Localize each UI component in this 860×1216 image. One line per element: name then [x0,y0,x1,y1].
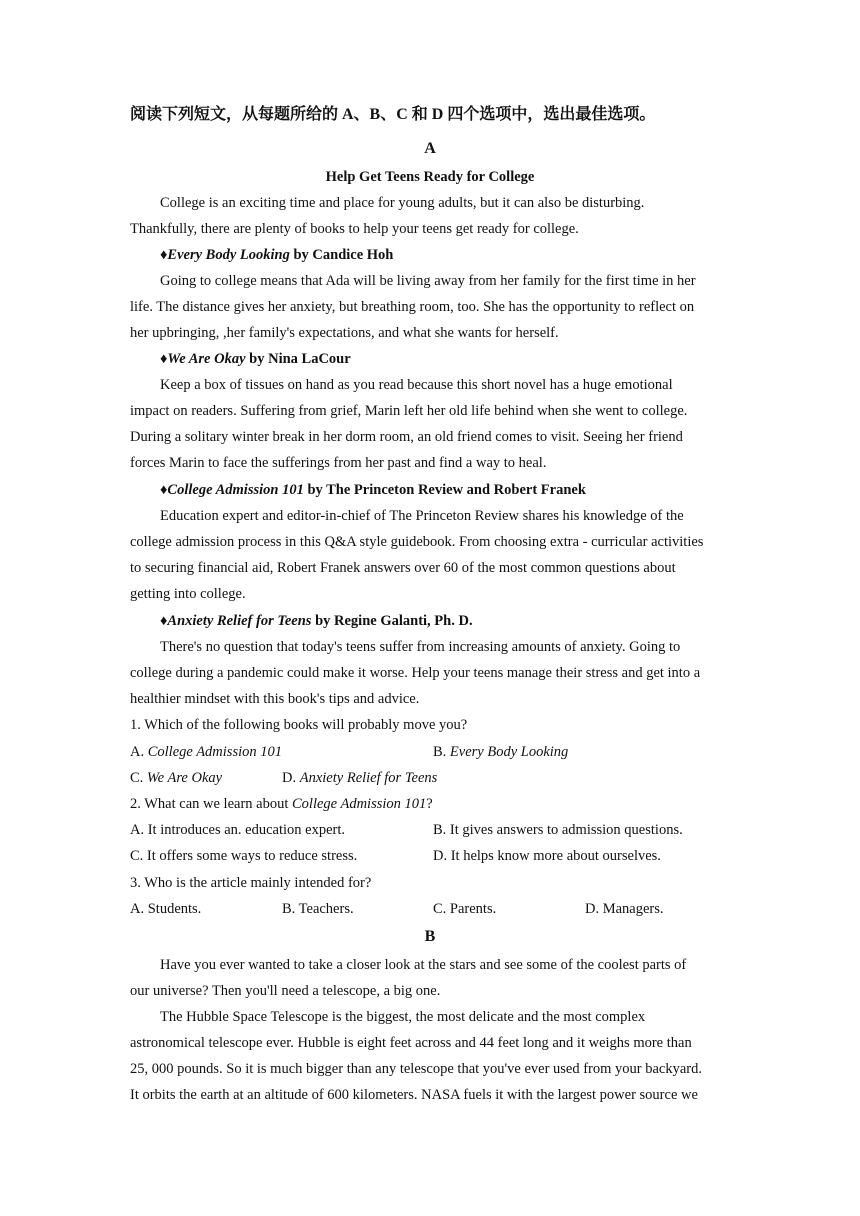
intro-line: College is an exciting time and place for young adults, but it can also be disturbing. [160,195,645,211]
bullet-icon: ♦ [160,351,168,367]
book-heading [160,350,351,368]
book-byline: by Candice Hoh [289,247,394,263]
passage-b-line: It orbits the earth at an altitude of 600 kilometers. NASA fuels it with the largest power source we [130,1087,698,1103]
passage-b-line: The Hubble Space Telescope is the biggest, the most delicate and the most complex [160,1009,646,1025]
passage-b-line: our universe? Then you'll need a telescope, a big one. [130,983,441,999]
book-title: College Admission 101 [167,482,304,498]
book-text-line: college admission process in this Q&A style guidebook. From choosing extra - curricular activities [130,534,704,550]
bullet-icon: ♦ [160,247,168,263]
book-text-line: forces Marin to face the sufferings from her past and find a way to heal. [130,455,547,471]
book-text-line: to securing financial aid, Robert Franek answers over 60 of the most common questions about [130,560,676,576]
book-text-line: Going to college means that Ada will be living away from her family for the first time in her [160,273,696,289]
option-b: B. It gives answers to admission questions. [433,822,683,838]
book-text-line: Education expert and editor-in-chief of The Princeton Review shares his knowledge of the [160,508,684,524]
book-byline: by The Princeton Review and Robert Franek [303,482,586,498]
passage-b-line: astronomical telescope ever. Hubble is eight feet across and 44 feet long and it weighs more than [130,1035,692,1051]
book-text-line: life. The distance gives her anxiety, but breathing room, too. She has the opportunity to reflect on [130,299,695,315]
bullet-icon: ♦ [160,613,168,629]
question-stem: 2. What can we learn about College Admission 101? [130,796,433,812]
book-text-line: college during a pandemic could make it worse. Help your teens manage their stress and get into a [130,665,701,681]
book-heading [160,246,393,264]
intro-line: Thankfully, there are plenty of books to help your teens get ready for college. [130,221,579,237]
question-stem: 3. Who is the article mainly intended for? [130,875,372,891]
option-a: A. College Admission 101 [130,744,282,760]
option-d: D. Anxiety Relief for Teens [282,770,438,786]
passage-b-label: B [424,928,436,945]
option-b: B. Every Body Looking [433,744,569,760]
book-title: We Are Okay [167,351,246,367]
option-d: D. It helps know more about ourselves. [433,848,661,864]
option-d: D. Managers. [585,901,664,917]
book-title: Every Body Looking [167,247,290,263]
book-text-line: Keep a box of tissues on hand as you read because this short novel has a huge emotional [160,377,673,393]
book-text-line: impact on readers. Suffering from grief, Marin left her old life behind when she went to college. [130,403,688,419]
option-c: C. We Are Okay [130,770,223,786]
instruction-heading: 阅读下列短文，从每题所给的 A、B、C 和 D 四个选项中，选出最佳选项。 [130,106,656,123]
book-byline: by Nina LaCour [245,351,351,367]
book-text-line: getting into college. [130,586,246,602]
book-title: Anxiety Relief for Teens [167,613,312,629]
question-stem: 1. Which of the following books will probably move you? [130,717,468,733]
book-heading [160,481,586,499]
book-byline: by Regine Galanti, Ph. D. [311,613,473,629]
option-a: A. Students. [130,901,202,917]
option-a: A. It introduces an. education expert. [130,822,346,838]
book-text-line: her upbringing, ,her family's expectations, and what she wants for herself. [130,325,559,341]
option-c: C. It offers some ways to reduce stress. [130,848,358,864]
passage-b-line: Have you ever wanted to take a closer look at the stars and see some of the coolest parts of [160,957,687,973]
option-c: C. Parents. [433,901,497,917]
passage-a-label: A [424,140,436,157]
book-text-line: healthier mindset with this book's tips and advice. [130,691,420,707]
passage-a-title: Help Get Teens Ready for College [325,169,535,185]
option-b: B. Teachers. [282,901,354,917]
passage-b-line: 25, 000 pounds. So it is much bigger than any telescope that you've ever used from your backyard. [130,1061,703,1077]
book-heading [160,612,473,630]
book-text-line: There's no question that today's teens suffer from increasing amounts of anxiety. Going to [160,639,681,655]
book-text-line: During a solitary winter break in her dorm room, an old friend comes to visit. Seeing her friend [130,429,683,445]
bullet-icon: ♦ [160,482,168,498]
